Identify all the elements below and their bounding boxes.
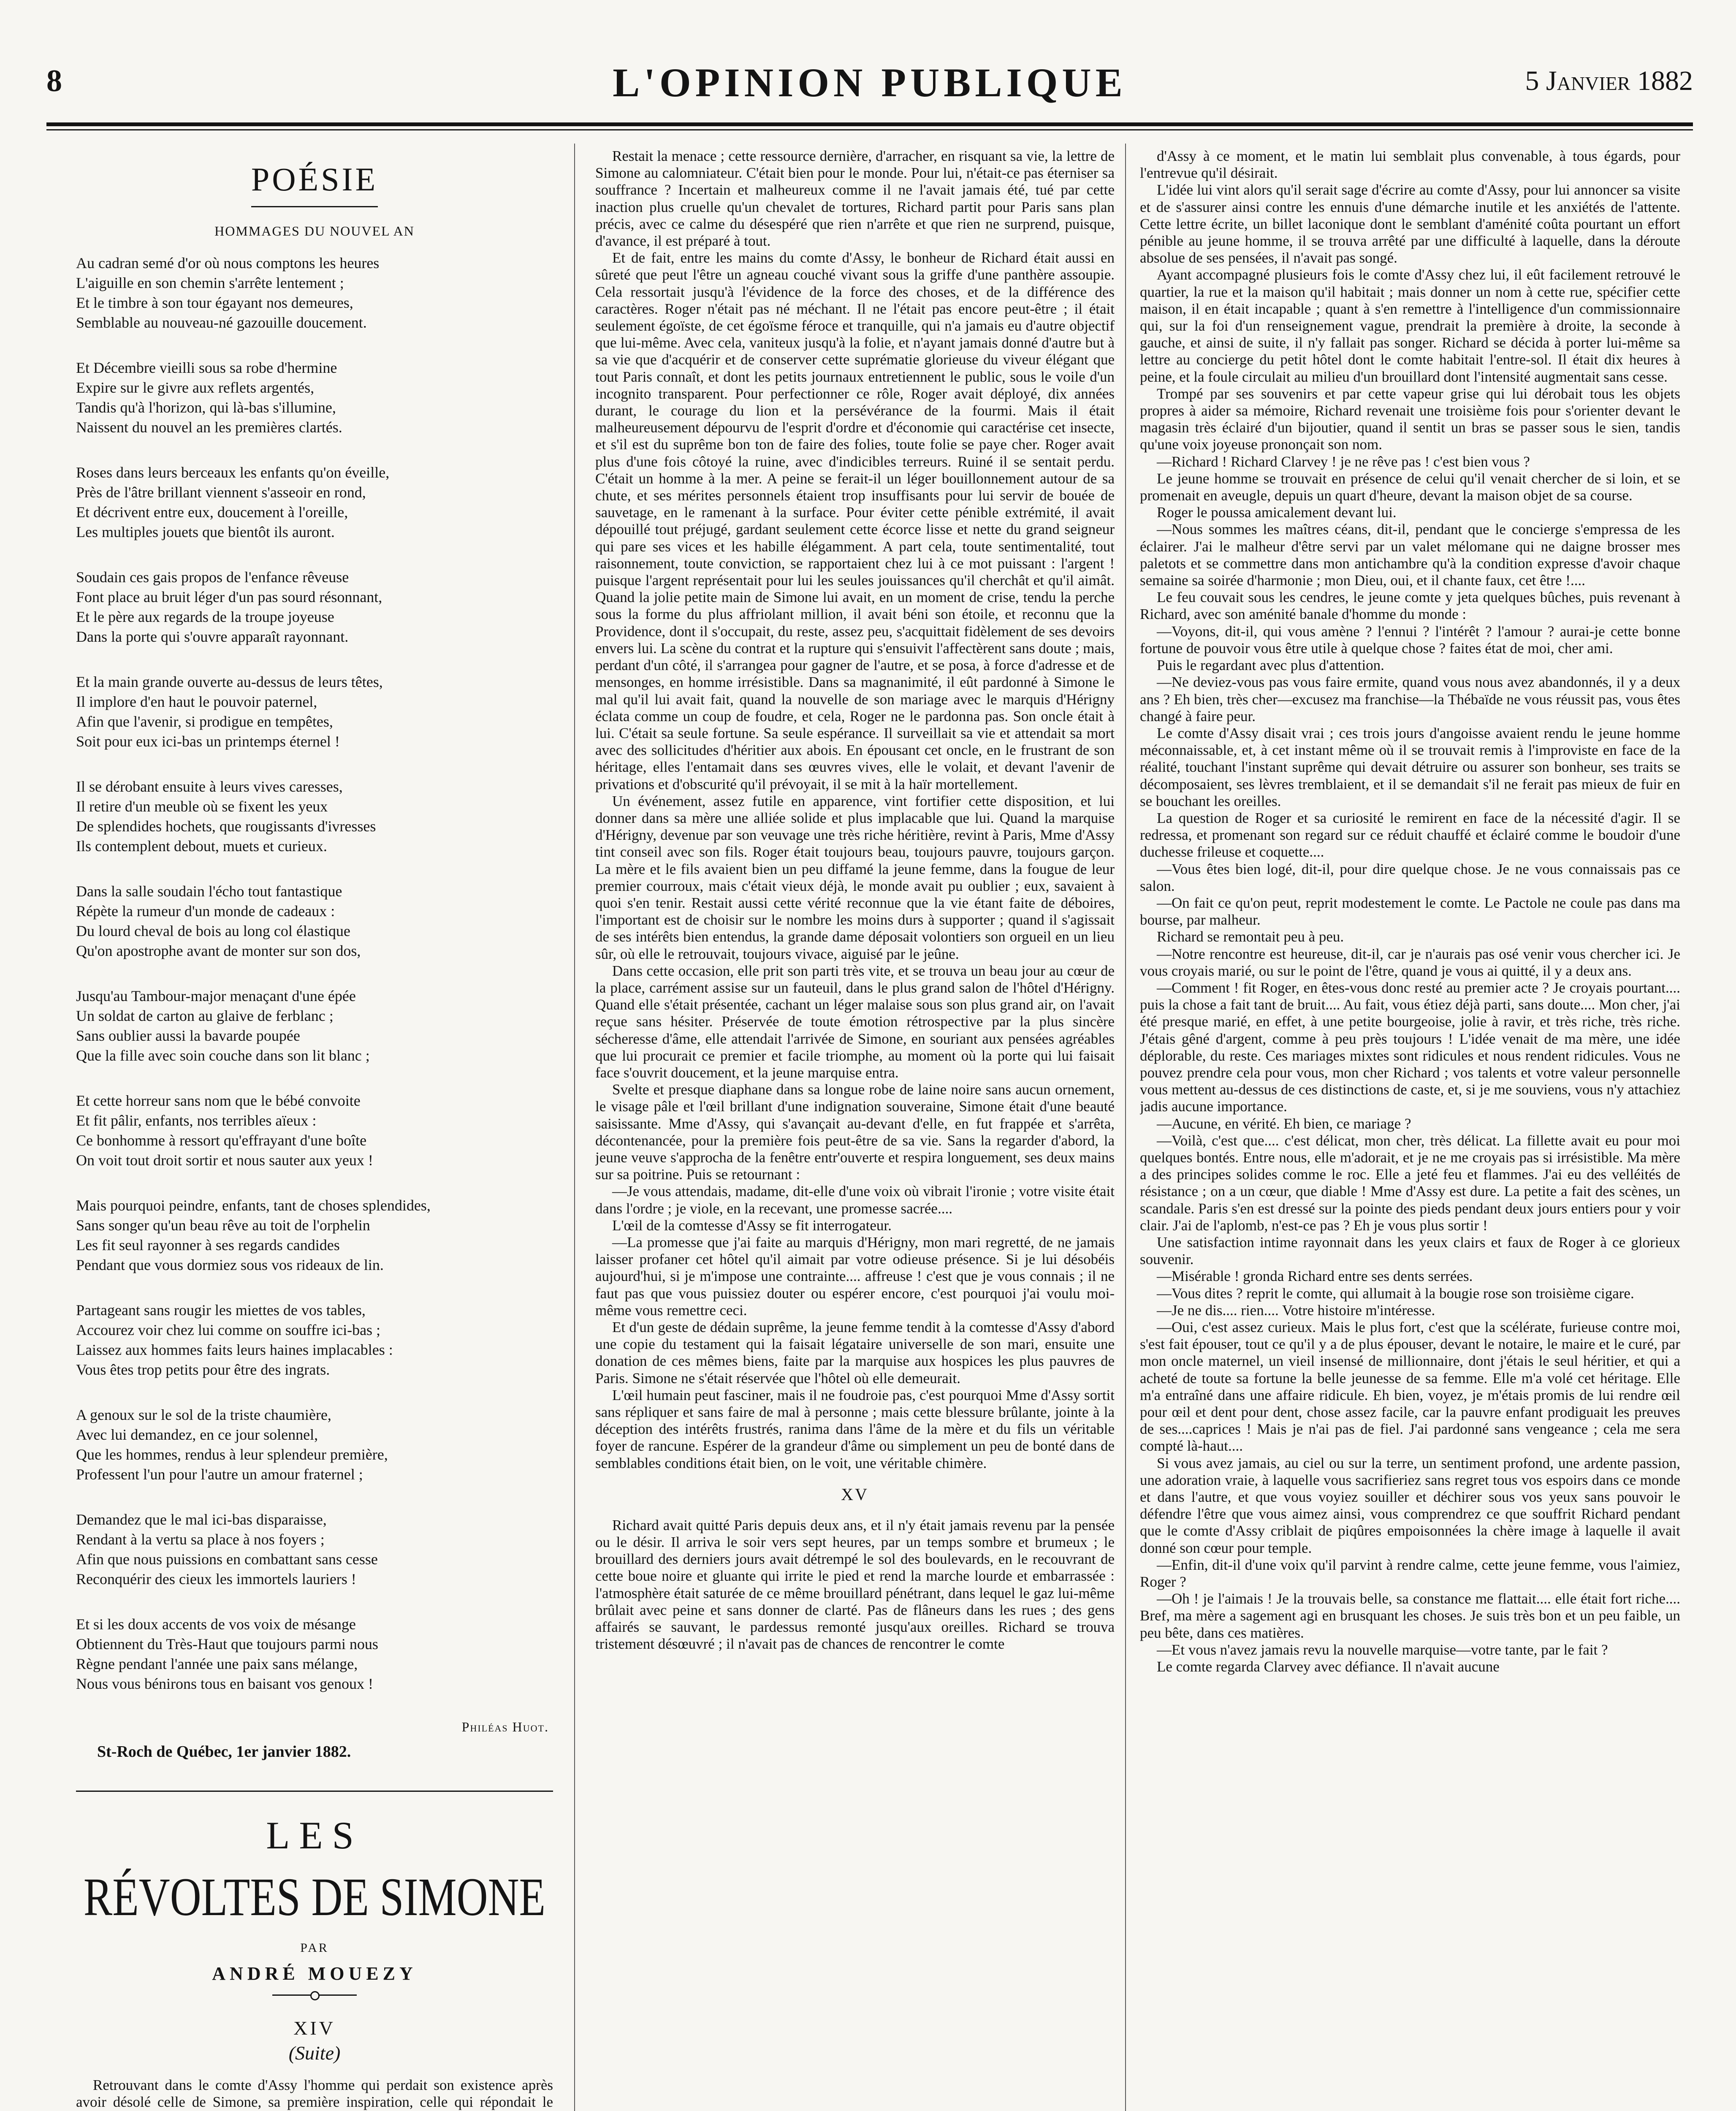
poem-line: Et Décembre vieilli sous sa robe d'hermine (76, 359, 337, 376)
column-2 (595, 148, 1115, 2111)
article-paragraph: —Voyons, dit-il, qui vous amène ? l'ennui ? l'intérêt ? l'amour ? aurai-je cette bonne fortune de pouvoir vous être utile à quelque chose ? faites état de moi, cher ami. (1140, 623, 1680, 657)
article-paragraph: —On fait ce qu'on peut, reprit modestement le comte. Le Pactole ne coule pas dans ma bourse, par malheur. (1140, 894, 1680, 928)
column-divider (574, 144, 575, 2111)
poem-line: Afin que l'avenir, si prodigue en tempêtes, (76, 713, 333, 730)
heading-rule (251, 206, 378, 207)
feuilleton-title: RÉVOLTES DE SIMONE (83, 1867, 546, 1927)
column-2-text-continued (595, 1517, 1115, 1653)
poem-stanza (76, 777, 553, 856)
poem-line: Que la fille avec soin couche dans son lit blanc ; (76, 1047, 370, 1064)
poem-line: Répète la rumeur d'un monde de cadeaux : (76, 903, 335, 920)
masthead-rule-thin (46, 129, 1693, 130)
poem-line: Partageant sans rougir les miettes de vos tables, (76, 1302, 366, 1319)
article-paragraph: —Vous êtes bien logé, dit-il, pour dire quelque chose. Je ne vous connaissais pas ce salon. (1140, 860, 1680, 894)
article-paragraph: Roger le poussa amicalement devant lui. (1157, 504, 1397, 521)
article-paragraph: Retrouvant dans le comte d'Assy l'homme qui perdait son existence après avoir désolé celle de Simone, sa première inspiration, celle qui répondait le (76, 2077, 553, 2111)
poem-stanza (76, 1300, 553, 1380)
article-paragraph: Le comte d'Assy disait vrai ; ces trois jours d'angoisse avaient rendu le jeune homme méconnaissable, et, à cet instant même où il se trouvait remis à l'improviste en face de la réalité, touchant l'instant suprême qui devait détruire ou assurer son bonheur, ses traits se décomposaient, ses lèvres tremblaient, et il se demandait s'il ne ferait pas mieux de fuir en se bouchant les oreilles. (1140, 724, 1680, 809)
poem-line: Et décrivent entre eux, doucement à l'oreille, (76, 504, 348, 521)
column-2-text (595, 148, 1115, 1472)
poem-stanza (76, 253, 553, 333)
poem-line: Avec lui demandez, en ce jour solennel, (76, 1426, 318, 1443)
newspaper-title: L'OPINION PUBLIQUE (613, 60, 1127, 105)
article-paragraph: Si vous avez jamais, au ciel ou sur la terre, un sentiment profond, une ardente passion, une adoration vraie, à laquelle vous sacrifieriez sans regret tous vos espoirs dans ce monde et dans l'autre, et que vous voyiez souiller et déchirer sous vos yeux sans pouvoir le défendre l'être que vous aimez ainsi, vous comprendrez ce que souffrit Richard pendant que le comte d'Assy criblait de piqûres empoisonnées la chère image à laquelle il avait donné son cœur pour temple. (1140, 1454, 1680, 1556)
poem-title: HOMMAGES DU NOUVEL AN (214, 223, 415, 239)
poem-line: Du lourd cheval de bois au long col élastique (76, 923, 350, 939)
poem-line: Dans la porte qui s'ouvre apparaît rayonnant. (76, 628, 349, 645)
poem-signature: Philéas Huot. (461, 1719, 549, 1734)
poem-line: Les fit seul rayonner à ses regards candides (76, 1237, 340, 1254)
chapter-number-xv: XV (841, 1484, 869, 1504)
article-paragraph: —Voilà, c'est que.... c'est délicat, mon cher, très délicat. La fillette avait eu pour moi quelques bontés. Entre nous, elle m'adorait, et je ne me croyais pas si irrésistible. Ma mère a des principes solides comme le roc. Elle a jeté feu et flammes. J'ai eu des velléités de résistance ; on a un cœur, que diable ! Mme d'Assy est dure. La petite a fait des scènes, un scandale. Paris s'en est dressé sur la pointe des pieds pendant deux jours entiers pour y voir clair. J'ai de l'aplomb, n'est-ce pas ? Eh je vous plus sortir ! (1140, 1132, 1680, 1234)
poem-line: Et la main grande ouverte au-dessus de leurs têtes, (76, 673, 383, 690)
article-paragraph: L'idée lui vint alors qu'il serait sage d'écrire au comte d'Assy, pour lui annoncer sa visite et de s'assurer ainsi contre les ennuis d'une démarche inutile et les anxiétés de l'attente. Cette lettre écrite, un billet laconique dont le semblant d'aménité coûta pourtant un effort pénible au jeune homme, il se trouva arrêté par une difficulté à laquelle, dans la déroute absolue de ses pensées, il n'avait pas songé. (1140, 182, 1680, 266)
article-paragraph: Richard se remontait peu à peu. (1157, 928, 1344, 945)
poem-line: Mais pourquoi peindre, enfants, tant de choses splendides, (76, 1197, 431, 1214)
feuilleton-author: ANDRÉ MOUEZY (212, 1963, 417, 1984)
article-paragraph: L'œil humain peut fasciner, mais il ne foudroie pas, c'est pourquoi Mme d'Assy sortit sans répliquer et sans faire de mal à personne ; mais cette blessure brûlante, jointe à la déception des intérêts frustrés, ranima dans l'âme de la mère et du fils un véritable foyer de rancune. Espérer de la grandeur d'âme ou simplement un peu de bonté dans de semblables conditions était bien, on le voit, une véritable chimère. (595, 1387, 1115, 1471)
masthead (46, 59, 1693, 122)
section-heading-poesie: POÉSIE (251, 161, 378, 198)
poem-line: Il implore d'en haut le pouvoir paternel, (76, 693, 317, 710)
poem-line: On voit tout droit sortir et nous sauter aux yeux ! (76, 1152, 373, 1169)
poem-line: Et le timbre à son tour égayant nos demeures, (76, 294, 353, 311)
article-paragraph: —Richard ! Richard Clarvey ! je ne rêve pas ! c'est bien vous ? (1157, 453, 1530, 470)
poem-line: Accourez voir chez lui comme on souffre ici-bas ; (76, 1321, 381, 1338)
issue-date: 5 Janvier 1882 (1525, 65, 1693, 96)
poem-line: Soit pour eux ici-bas un printemps éternel ! (76, 733, 340, 750)
column-1 (76, 148, 553, 2111)
poem-line: Les multiples jouets que bientôt ils auront. (76, 524, 335, 540)
poem-line: Au cadran semé d'or où nous comptons les heures (76, 255, 380, 271)
poem-line: Règne pendant l'année une paix sans mélange, (76, 1655, 358, 1672)
column-divider (1125, 144, 1126, 2111)
poem-line: Font place au bruit léger d'un pas sourd résonnant, (76, 589, 382, 605)
page-number: 8 (46, 64, 62, 98)
article-paragraph: Le feu couvait sous les cendres, le jeune comte y jeta quelques bûches, puis revenant à Richard, avec son aménité banale d'homme du monde : (1140, 589, 1680, 623)
article-paragraph: Richard avait quitté Paris depuis deux ans, et il n'y était jamais revenu par la pensée ou le désir. Il arriva le soir vers sept heures, par un temps sombre et brumeux ; le brouillard des derniers jours avait détrempé le sol des boulevards, en le recouvrant de cette boue noire et gluante qui irrite le pied et rend la marche lourde et embarrassée : l'atmosphère était saturée de ce même brouillard pénétrant, dans lequel le gaz lui-même brûlait avec peine et sans donner de clarté. Pas de flâneurs dans les rues ; des gens affairés se sauvant, le pardessus remonté jusqu'aux oreilles. Richard se trouva tristement désœuvré ; il n'avait pas de chances de rencontrer le comte (595, 1517, 1115, 1652)
article-paragraph: Svelte et presque diaphane dans sa longue robe de laine noire sans aucun ornement, le visage pâle et l'œil brillant d'une indignation souveraine, Simone était d'une beauté saisissante. Mme d'Assy, qui s'avançait au-devant d'elle, en fut frappée et s'arrêta, décontenancée, pour la première fois peut-être de sa vie. Sans la regarder d'abord, la jeune veuve s'approcha de la fenêtre entr'ouverte et respira longuement, ses deux mains sur sa poitrine. Puis se retournant : (595, 1081, 1115, 1183)
poem-stanza (76, 567, 553, 647)
poem-stanza (76, 1091, 553, 1170)
article-paragraph: —Comment ! fit Roger, en êtes-vous donc resté au premier acte ? Je croyais pourtant.... puis la chose a fait tant de bruit.... Au fait, vous étiez déjà parti, sans doute.... Mon cher, j'ai été presque marié, en effet, à une petite bourgeoise, jolie à ravir, et très riche, très riche. J'étais gêné d'argent, comme à peu près toujours ! L'idée venait de ma mère, une idée déplorable, du reste. Ces mariages mixtes sont ridicules et nous rendent ridicules. Vous ne pouvez prendre cela pour vous, mon cher Richard ; vos talents et votre valeur personnelle vous mettent au-dessus de ces distinctions de caste, et, si je me souviens, vous n'y attachiez jadis aucune importance. (1140, 979, 1680, 1115)
article-paragraph: —Oh ! je l'aimais ! Je la trouvais belle, sa constance me flattait.... elle était fort riche.... Bref, ma mère a sagement agi en brusquant les choses. Je suis très bon et un peu faible, un peu bête, dans ces matières. (1140, 1590, 1680, 1641)
article-paragraph: —Ne deviez-vous pas vous faire ermite, quand vous nous avez abandonnés, il y a deux ans ? Eh bien, très cher—excusez ma franchise—la Thébaïde ne vous réussit pas, vous êtes changé à faire peur. (1140, 674, 1680, 724)
article-paragraph: —Notre rencontre est heureuse, dit-il, car je n'aurais pas osé venir vous chercher ici. Je vous croyais marié, ou sur le point de l'être, quand je vous ai quitté, il y a deux ans. (1140, 945, 1680, 979)
feuilleton-title-top: LES (266, 1814, 363, 1857)
poem-line: Un soldat de carton au glaive de ferblanc ; (76, 1007, 334, 1024)
poem-stanza (76, 1510, 553, 1589)
poem-line: Près de l'âtre brillant viennent s'asseoir en rond, (76, 484, 366, 501)
masthead-rule-thick (46, 122, 1693, 126)
article-paragraph: Le jeune homme se trouvait en présence de celui qu'il venait chercher de si loin, et se promenait en aveugle, depuis un quart d'heure, devant la maison objet de sa course. (1140, 470, 1680, 504)
poem-line: Il se dérobant ensuite à leurs vives caresses, (76, 778, 343, 795)
poem-line: Dans la salle soudain l'écho tout fantastique (76, 883, 342, 900)
feuilleton-par: PAR (300, 1941, 329, 1955)
article-paragraph: Trompé par ses souvenirs et par cette vapeur grise qui lui dérobait tous les objets propres à aider sa mémoire, Richard revenait une troisième fois pour s'orienter devant le magasin très éclairé d'un bijoutier, quand il sentit un bras se passer sous le sien, tandis qu'une voix joyeuse prononçait son nom. (1140, 385, 1680, 453)
article-paragraph: —Vous dites ? reprit le comte, qui allumait à la bougie rose son troisième cigare. (1157, 1285, 1634, 1302)
chapter-number: XIV (293, 2017, 336, 2039)
article-paragraph: —Enfin, dit-il d'une voix qu'il parvint à rendre calme, cette jeune femme, vous l'aimiez, Roger ? (1140, 1556, 1680, 1590)
poem-line: Nous vous bénirons tous en baisant vos genoux ! (76, 1675, 373, 1692)
poem-line: Afin que nous puissions en combattant sans cesse (76, 1551, 378, 1568)
article-paragraph: Le comte regarda Clarvey avec défiance. Il n'avait aucune (1157, 1658, 1500, 1675)
poem-stanza (76, 1405, 553, 1484)
poem-line: De splendides hochets, que rougissants d'ivresses (76, 818, 376, 835)
poem-stanza (76, 1614, 553, 1694)
poem-line: Et fit pâlir, enfants, nos terribles aïeux : (76, 1112, 317, 1129)
article-paragraph: Puis le regardant avec plus d'attention. (1157, 657, 1384, 674)
poem-line: Obtiennent du Très-Haut que toujours parmi nous (76, 1636, 378, 1652)
section-separator (76, 1791, 553, 1792)
poem-stanza (76, 986, 553, 1066)
article-paragraph: Un événement, assez futile en apparence, vint fortifier cette disposition, et lui donner dans sa mère une alliée solide et plus implacable que lui. Quand la marquise d'Hérigny, devenue par son veuvage une très riche héritière, revint à Paris, Mme d'Assy tint conseil avec son fils. Roger était toujours beau, toujours pauvre, toujours garçon. La mère et le fils avaient bien un peu diffamé la jeune femme, dans la fougue de leur premier courroux, mais c'était vieux déjà, le monde avait pu oublier ; eux, savaient à quoi s'en tenir. Restait aussi cette vérité reconnue que la vie étant faite de déboires, l'important est de choisir sur le nombre les moins durs à supporter ; quand il s'agissait de ses intérêts bien entendus, la grande dame déposait volontiers son orgueil en un lieu sûr, où elle le retrouvait, toujours vivace, aiguisé par le jeûne. (595, 792, 1115, 962)
chapter-suite: (Suite) (288, 2042, 341, 2064)
poem-stanza (76, 882, 553, 961)
poem-line: Expire sur le givre aux reflets argentés, (76, 379, 315, 396)
article-paragraph: La question de Roger et sa curiosité le remirent en face de la nécessité d'agir. Il se redressa, et promenant son regard sur ce réduit chauffé et éclairé comme le boudoir d'une duchesse frileuse et coquette.... (1140, 809, 1680, 860)
article-paragraph: —Oui, c'est assez curieux. Mais le plus fort, c'est que la scélérate, furieuse contre moi, s'est fait épouser, tout ce qu'il y a de plus épouser, devant le notaire, le maire et le curé, par mon oncle maternel, un vieil insensé de millionnaire, dont j'étais le seul héritier, et qui a acheté de toute sa fortune la belle jeunesse de sa femme. Elle m'a volé cet héritage. Elle m'a entraîné dans une affaire ridicule. Eh bien, voyez, je m'étais promis de lui rendre œil pour œil et dent pour dent, chose assez facile, car la pauvre enfant prodiguait les preuves de ses....caprices ! Mais je n'ai pas de fiel. J'ai pardonné sans vengeance ; cela me sera compté là-haut.... (1140, 1319, 1680, 1454)
poem-line: Et si les doux accents de vos voix de mésange (76, 1616, 356, 1633)
poem-line: Demandez que le mal ici-bas disparaisse, (76, 1511, 327, 1528)
poem-line: Que les hommes, rendus à leur splendeur première, (76, 1446, 388, 1463)
article-paragraph: —Nous sommes les maîtres céans, dit-il, pendant que le concierge s'empressa de les éclairer. J'ai le malheur d'être servi par un valet mélomane qui ne daigne brosser mes paletots et se commettre dans mon antichambre qu'à la condition expresse d'avoir chaque semaine sa soirée d'harmonie ; mon Dieu, oui, et il chante faux, cet être !.... (1140, 521, 1680, 589)
poem-line: Soudain ces gais propos de l'enfance rêveuse (76, 569, 349, 586)
poem-line: Sans songer qu'un beau rêve au toit de l'orphelin (76, 1217, 370, 1234)
article-paragraph: Dans cette occasion, elle prit son parti très vite, et se trouva un beau jour au cœur de la place, carrément assise sur un fauteuil, dans le plus grand salon de l'hôtel d'Hérigny. Quand elle s'était présentée, cachant un léger malaise sous son plus grand air, on l'avait reçue sans hésiter. Préservée de toute émotion rétrospective par la plus sincère sécheresse d'âme, elle attendait l'arrivée de Simone, en souriant aux pensées agréables que lui procurait ce premier et facile triomphe, au moment où la porte qui lui faisait face s'ouvrit doucement, et la jeune marquise entra. (595, 962, 1115, 1081)
poem-line: Ils contemplent debout, muets et curieux. (76, 838, 327, 855)
poem-stanza (76, 358, 553, 437)
poem-line: L'aiguille en son chemin s'arrête lentement ; (76, 274, 344, 291)
poem-line: Pendant que vous dormiez sous vos rideaux de lin. (76, 1256, 384, 1273)
poem-line: Sans oublier aussi la bavarde poupée (76, 1027, 300, 1044)
poem-line: Et cette horreur sans nom que le bébé convoite (76, 1092, 361, 1109)
article-paragraph: L'œil de la comtesse d'Assy se fit interrogateur. (612, 1217, 892, 1234)
article-paragraph: —Misérable ! gronda Richard entre ses dents serrées. (1157, 1268, 1473, 1285)
column-1-text (76, 2077, 553, 2111)
article-paragraph: —La promesse que j'ai faite au marquis d'Hérigny, mon mari regretté, de ne jamais laisser profaner cet hôtel qu'il aimait par votre odieuse présence. Si je lui désobéis aujourd'hui, si je m'impose une contrainte.... affreuse ! c'est que je vous connais ; il ne faut pas que vous puissiez douter ou espérer encore, c'est pourquoi j'ai voulu moi-même vous remettre ceci. (595, 1234, 1115, 1319)
article-paragraph: Et d'un geste de dédain suprême, la jeune femme tendit à la comtesse d'Assy d'abord une copie du testament qui la faisait légataire universelle de son mari, ensuite une donation de ces mêmes biens, faite par la marquise aux hospices les plus pauvres de Paris. Simone ne s'était réservée que l'hôtel où elle demeurait. (595, 1319, 1115, 1387)
article-paragraph: —Et vous n'avez jamais revu la nouvelle marquise—votre tante, par le fait ? (1157, 1641, 1608, 1658)
poem-body (76, 253, 553, 1694)
article-paragraph: Et de fait, entre les mains du comte d'Assy, le bonheur de Richard était aussi en sûreté que peut l'être un agneau couché vivant sous la griffe d'une panthère assoupie. Cela ressortait jusqu'à l'évidence de la force des choses, et de la différence des caractères. Roger n'était pas né méchant. Il ne l'était pas encore peut-être ; il était seulement égoïste, de cet égoïsme féroce et tranquille, qui n'a jamais eu d'autre objectif que lui-même. Avec cela, vaniteux jusqu'à la folie, et n'ayant jamais donné d'autre but à sa vie que d'acquérir et de conserver cette suprématie glorieuse du viveur élégant que tout Paris connaît, et dont les petits journaux entretiennent le public, sous le voile d'un incognito transparent. Pour perfectionner ce rôle, Roger avait déployé, dix années durant, le courage du lion et la persévérance de la fourmi. Mais il était malheureusement dépourvu de l'esprit d'ordre et d'économie qui caractérise cet insecte, et s'il est du suprême bon ton de faire des folies, toute folie se paye cher. Roger avait plus d'une fois côtoyé la ruine, avec d'indicibles terreurs. Ruiné il se sentait perdu. C'était un homme à la mer. A peine se ferait-il un léger bouillonnement autour de sa chute, et ses mérites personnels étaient trop insuffisants pour lui servir de bouée de sauvetage, en le ramenant à la surface. Pour éviter cette pénible extrémité, il avait dépouillé tout préjugé, gardant seulement cette écorce lisse et nette du grand seigneur qui pare ses vices et les habille élégamment. A part cela, toute sentimentalité, tout raisonnement, toute conviction, se rapportaient chez lui à ce mot puissant : l'argent ! puisque l'argent représentait pour lui les seules jouissances qu'il cherchât et qu'il aimât. Quand la jolie petite main de Simone lui avait, en un moment de crise, tendu la perche sous la forme du plus affriolant million, il avait béni son étoile, et reconnu que la Providence, dont il s'occupait, du reste, assez peu, s'acquittait fidèlement de ses devoirs envers lui. La scène du contrat et la rupture qui s'ensuivit l'affectèrent sans doute ; mais, perdant d'un côté, il s'arrangea pour gagner de l'autre, et se posa, à force d'adresse et de mensonges, en homme irrésistible. Dans sa magnanimité, il eût pardonné à Simone le mal qu'il lui avait fait, quand la nouvelle de son mariage avec le marquis d'Hérigny éclata comme un coup de foudre, et cela, Roger ne le pardonna pas. Son oncle était à lui. C'était sa seule fortune. Sa seule espérance. Il surveillait sa vie et attendait sa mort avec des sollicitudes d'héritier aux abois. En épousant cet oncle, en le frustrant de son héritage, elles l'entamait dans ses œuvres vives, elle le volait, et devant l'avenir de privations et d'obscurité qu'il prévoyait, il se mit à la haïr mortellement. (595, 250, 1115, 792)
poem-line: Naissent du nouvel an les premières clartés. (76, 419, 342, 436)
poem-line: Il retire d'un meuble où se fixent les yeux (76, 798, 328, 815)
column-3-text (1140, 148, 1680, 1675)
column-3 (1140, 148, 1680, 2111)
poem-stanza (76, 672, 553, 752)
article-paragraph: —Aucune, en vérité. Eh bien, ce mariage ? (1157, 1115, 1411, 1132)
poem-line: Professent l'un pour l'autre un amour fraternel ; (76, 1466, 363, 1483)
article-paragraph: Restait la menace ; cette ressource dernière, d'arracher, en risquant sa vie, la lettre de Simone au calomniateur. C'était bien pour le monde. Pour lui, n'était-ce pas éterniser sa souffrance ? Incertain et malheureux comme il ne l'avait jamais été, tué par cette inaction plus cruelle qu'un chevalet de tortures, Richard partit pour Paris sans plan précis, avec ce calme du désespéré que rien n'arrête et que rien ne surprend, puisque, d'avance, il est préparé à tout. (595, 148, 1115, 250)
poem-stanza (76, 463, 553, 542)
poem-line: Ce bonhomme à ressort qu'effrayant d'une boîte (76, 1132, 367, 1149)
poem-line: Semblable au nouveau-né gazouille doucement. (76, 314, 367, 331)
article-paragraph: Ayant accompagné plusieurs fois le comte d'Assy chez lui, il eût facilement retrouvé le quartier, la rue et la maison qu'il habitait ; mais donner un nom à cette rue, spécifier cette maison, il en était incapable ; quant à s'en remettre à l'intelligence d'un commissionnaire qui, sur la foi d'un renseignement vague, prendrait la première à droite, la seconde à gauche, et ainsi de suite, il n'y fallait pas songer. Richard se décida à porter lui-même sa lettre au concierge du petit hôtel dont le comte habitait l'entre-sol. Il était dix heures à peine, et la foule circulait au milieu d'un brouillard dont l'intensité augmentait sans cesse. (1140, 266, 1680, 385)
poem-line: Roses dans leurs berceaux les enfants qu'on éveille, (76, 464, 390, 481)
article-paragraph: —Je vous attendais, madame, dit-elle d'une voix où vibrait l'ironie ; votre visite était dans l'ordre ; je viole, en la recevant, une promesse sacrée.... (595, 1183, 1115, 1217)
poem-stanza (76, 1196, 553, 1275)
poem-line: Rendant à la vertu sa place à nos foyers ; (76, 1531, 325, 1548)
poem-line: Vous êtes trop petits pour être des ingrats. (76, 1361, 330, 1378)
poem-place-date: St-Roch de Québec, 1er janvier 1882. (97, 1743, 351, 1761)
poem-line: Laissez aux hommes faits leurs haines implacables : (76, 1341, 393, 1358)
poem-line: Et le père aux regards de la troupe joyeuse (76, 608, 334, 625)
article-paragraph: Une satisfaction intime rayonnait dans les yeux clairs et faux de Roger à ce glorieux souvenir. (1140, 1234, 1680, 1268)
poem-line: A genoux sur le sol de la triste chaumière, (76, 1406, 331, 1423)
article-paragraph: d'Assy à ce moment, et le matin lui semblait plus convenable, à tous égards, pour l'entrevue qu'il désirait. (1140, 148, 1680, 182)
article-paragraph: —Je ne dis.... rien.... Votre histoire m'intéresse. (1157, 1302, 1435, 1319)
poem-line: Tandis qu'à l'horizon, qui là-bas s'illumine, (76, 399, 336, 416)
poem-line: Reconquérir des cieux les immortels lauriers ! (76, 1571, 356, 1587)
poem-line: Qu'on apostrophe avant de monter sur son dos, (76, 942, 361, 959)
ornament-divider (272, 1994, 357, 1996)
poem-line: Jusqu'au Tambour-major menaçant d'une épée (76, 988, 356, 1004)
